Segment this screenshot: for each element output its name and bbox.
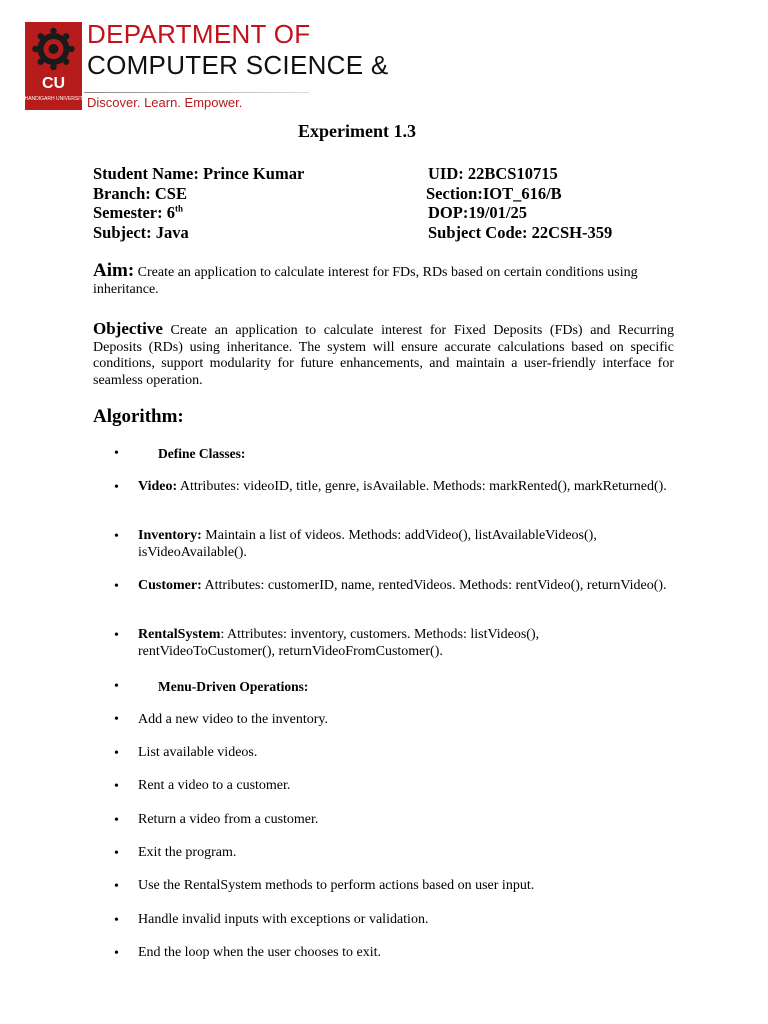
- list-item: Use the RentalSystem methods to perform actions based on user input.: [138, 878, 535, 893]
- video-text: Attributes: videoID, title, genre, isAvailable. Methods: markRented(), markReturned().: [177, 479, 667, 494]
- experiment-title: Experiment 1.3: [298, 121, 416, 141]
- list-item: Handle invalid inputs with exceptions or validation.: [138, 912, 429, 927]
- bullet-dot: •: [114, 813, 119, 828]
- inventory-text: Maintain a list of videos. Methods: addVideo(), listAvailableVideos(), isVideoAvailable().: [138, 528, 597, 560]
- list-item-video: [138, 479, 678, 496]
- bullet-dot: •: [114, 946, 119, 961]
- bullet-dot: •: [114, 846, 119, 861]
- department-title-line2: COMPUTER SCIENCE &: [87, 50, 389, 80]
- aim-paragraph: [93, 260, 703, 298]
- list-item-customer: [138, 578, 678, 595]
- bullet-dot: •: [114, 579, 119, 594]
- inventory-label: Inventory:: [138, 528, 202, 543]
- bullet-dot: •: [114, 779, 119, 794]
- list-item: Add a new video to the inventory.: [138, 712, 328, 727]
- university-logo: [20, 22, 87, 110]
- semester-suffix: th: [175, 203, 184, 214]
- define-classes-heading: Define Classes:: [158, 446, 246, 461]
- list-item: End the loop when the user chooses to exit.: [138, 945, 382, 960]
- algorithm-heading: Algorithm:: [93, 406, 184, 427]
- list-item-rental-system: [138, 627, 678, 660]
- objective-paragraph: [93, 321, 674, 389]
- subject-code: Subject Code: 22CSH-359: [428, 223, 613, 242]
- aim-label: Aim:: [93, 260, 135, 281]
- university-tagline: Discover. Learn. Empower.: [87, 95, 243, 110]
- bullet-dot: •: [114, 879, 119, 894]
- rental-system-label: RentalSystem: [138, 627, 221, 642]
- semester: [93, 203, 183, 223]
- branch: Branch: CSE: [93, 184, 187, 203]
- bullet-dot: •: [114, 913, 119, 928]
- objective-label: Objective: [93, 319, 163, 338]
- date-of-performance: DOP:19/01/25: [428, 203, 527, 222]
- gear-emblem-icon: [32, 28, 74, 70]
- customer-text: Attributes: customerID, name, rentedVideos. Methods: rentVideo(), returnVideo().: [201, 578, 667, 593]
- list-item: Return a video from a customer.: [138, 812, 319, 827]
- customer-label: Customer:: [138, 578, 202, 593]
- list-item-inventory: [138, 528, 678, 561]
- objective-text: Create an application to calculate interest for Fixed Deposits (FDs) and Recurring Deposits (RDs) using inheritance. The system will ensure accurate calculations based on specific conditions, support modularity for future enhancements, and maintain a user-friendly interface for seamless operation.: [93, 323, 674, 388]
- logo-text: CU: [41, 75, 66, 92]
- student-name: Student Name: Prince Kumar: [93, 164, 305, 183]
- video-label: Video:: [138, 479, 178, 494]
- semester-text: Semester: 6: [93, 203, 176, 222]
- tagline-divider: [84, 92, 309, 93]
- bullet-dot: •: [114, 529, 119, 544]
- bullet-dot: •: [114, 746, 119, 761]
- list-item: Rent a video to a customer.: [138, 778, 291, 793]
- student-uid: UID: 22BCS10715: [428, 164, 558, 183]
- aim-text: Create an application to calculate interest for FDs, RDs based on certain conditions using inheritance.: [93, 265, 638, 297]
- subject: Subject: Java: [93, 223, 189, 242]
- bullet-dot: •: [114, 480, 119, 495]
- list-item: List available videos.: [138, 745, 258, 760]
- section: Section:IOT_616/B: [426, 184, 562, 203]
- list-item: Exit the program.: [138, 845, 237, 860]
- menu-operations-heading: Menu-Driven Operations:: [158, 679, 309, 694]
- logo-subtext: CHANDIGARH UNIVERSITY: [20, 96, 87, 102]
- bullet-dot: •: [114, 446, 119, 461]
- bullet-dot: •: [114, 679, 119, 694]
- department-title-line1: DEPARTMENT OF: [87, 19, 311, 49]
- bullet-dot: •: [114, 712, 119, 727]
- rental-system-text: : Attributes: inventory, customers. Methods: listVideos(), rentVideoToCustomer(), returnVideoFromCustomer().: [138, 627, 540, 659]
- bullet-dot: •: [114, 628, 119, 643]
